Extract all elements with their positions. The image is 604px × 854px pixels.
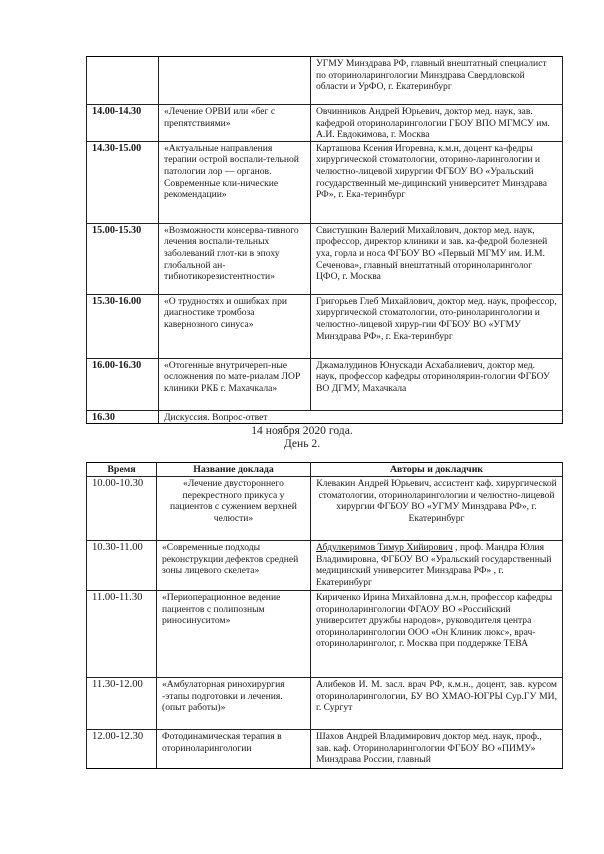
title-cell: «Периоперационное ведение пациентов с полипозным риносинуситом»: [157, 591, 311, 678]
title-cell: Фотодинамическая терапия в оториноларингологии: [157, 730, 311, 769]
time-cell: 16.00-16.30: [87, 358, 159, 410]
time-cell: 14.30-15.00: [87, 141, 159, 223]
time-cell: [87, 57, 159, 105]
table-row: [87, 141, 563, 223]
author-cell: Кириченко Ирина Михайловна д.м.н, профессор кафедры оториноларингологии ФГАОУ ВО «Российский университет дружбы народов», руководителя центра оториноларингологии ООО «Он Клиник люкс», врач-оториноларинголог, г. Москва при поддержке ТЕВА: [311, 591, 563, 678]
day2-day-label: День 2.: [283, 437, 321, 450]
table-row: [87, 477, 563, 541]
author-details: , проф. Мандра Юлия Владимировна, ФГБОУ ВО «Уральский государственный медицинский университет Минздрава РФ» , г. Екатеринбург: [316, 542, 552, 588]
title-cell: «Амбулаторная ринохирургия -этапы подготовки и лечения. (опыт работы)»: [157, 678, 311, 730]
time-cell: 10.30-11.00: [87, 541, 157, 591]
header-time: Время: [87, 463, 157, 477]
time-cell: 14.00-14.30: [87, 105, 159, 142]
table-header-row: [87, 463, 563, 477]
author-cell: Григорьев Глеб Михайлович, доктор мед. наук, профессор, хирургической стоматологии, ото-риноларингологии и челюстно-лицевой хирур-гии ФГБОУ ВО «УГМУ Минздрава РФ», г. Ека-теринбург: [311, 294, 563, 358]
title-cell: «О трудностях и ошибках при диагностике тромбоза кавернозного синуса»: [159, 294, 311, 358]
time-cell: 11.00-11.30: [87, 591, 157, 678]
table-row: [87, 591, 563, 678]
author-cell: Клевакин Андрей Юрьевич, ассистент каф. хирургической стоматологии, оториноларингологии и челюстно-лицевой хирургии ФГБОУ ВО «УГМУ Минздрава РФ», г. Екатеринбург: [311, 477, 563, 541]
time-cell: 16.30: [87, 410, 159, 424]
title-cell: «Возможности консерва-тивного лечения воспали-тельных заболеваний глот-ки в эпоху глобальной ан-тибиотикорезистентности»: [159, 223, 311, 294]
discussion-cell: Дискуссия. Вопрос-ответ: [159, 410, 563, 424]
table-row: [87, 223, 563, 294]
table-row: [87, 541, 563, 591]
title-cell: «Современные подходы реконструкции дефектов средней зоны лицевого скелета»: [157, 541, 311, 591]
title-cell: [159, 57, 311, 105]
time-cell: 12.00-12.30: [87, 730, 157, 769]
time-cell: 15.00-15.30: [87, 223, 159, 294]
author-cell: Джамалудинов Юнускади Асхабалиевич, доктор мед. наук, профессор кафедры оторинолярин-гологии ФГБОУ ВО ДГМУ, Махачкала: [311, 358, 563, 410]
table-row: [87, 105, 563, 142]
day2-date-heading: 14 ноября 2020 года.: [251, 424, 353, 437]
author-cell: УГМУ Минздрава РФ, главный внештатный специалист по оториноларингологии Минздрава Свердловской области и УрФО, г. Екатеринбург: [311, 57, 563, 105]
time-cell: 11.30-12.00: [87, 678, 157, 730]
day2-schedule-table: [86, 462, 563, 769]
author-cell: Карташова Ксения Игоревна, к.м.н, доцент ка-федры хирургической стоматологии, оторино-ларингологии и челюстно-лицевой хирургии ФГБОУ ВО «Уральский государственный ме-дицинский университет Минздрава РФ», г. Ека-теринбург: [311, 141, 563, 223]
header-author: Авторы и докладчик: [311, 463, 563, 477]
speaker-name-link: Абдулкеримов Тимур Хийирович: [316, 542, 453, 553]
table-row: [87, 57, 563, 105]
author-cell: [311, 541, 563, 591]
author-cell: Алибеков И. М. засл. врач РФ, к.м.н., доцент, зав. курсом оториноларингологии, БУ ВО ХМАО-ЮГРЫ Сур.ГУ МИ, г. Сургут: [311, 678, 563, 730]
table-row: [87, 294, 563, 358]
author-cell: Шахов Андрей Владимирович доктор мед. наук, проф., зав. каф. Оториноларингологии ФГБОУ ВО «ПИМУ» Минздрава России, главный: [311, 730, 563, 769]
title-cell: «Лечение ОРВИ или «бег с препятствиями»: [159, 105, 311, 142]
author-cell: Свистушкин Валерий Михайлович, доктор мед. наук, профессор, директор клиники и зав. ка-федрой болезней уха, горла и носа ФГБОУ ВО «Первый МГМУ им. И.М. Сеченова», главный внештатный оториноларинголог ЦФО, г. Москва: [311, 223, 563, 294]
author-cell: Овчинников Андрей Юрьевич, доктор мед. наук, зав. кафедрой оториноларингологии ГБОУ ВПО МГМСУ им. А.И. Евдокимова, г. Москва: [311, 105, 563, 142]
title-cell: «Лечение двустороннего перекрестного прикуса у пациентов с сужением верхней челюсти»: [157, 477, 311, 541]
table-row: [87, 678, 563, 730]
header-title: Название доклада: [157, 463, 311, 477]
day1-schedule-table: [86, 56, 563, 424]
table-row: [87, 730, 563, 769]
table-row: [87, 410, 563, 424]
time-cell: 15.30-16.00: [87, 294, 159, 358]
title-cell: «Актуальные направления терапии острой воспали-тельной патологии лор — органов. Современные кли-нические рекомендации»: [159, 141, 311, 223]
title-cell: «Отогенные внутричереп-ные осложнения по мате-риалам ЛОР клиники РКБ г. Махачкала»: [159, 358, 311, 410]
table-row: [87, 358, 563, 410]
time-cell: 10.00-10.30: [87, 477, 157, 541]
